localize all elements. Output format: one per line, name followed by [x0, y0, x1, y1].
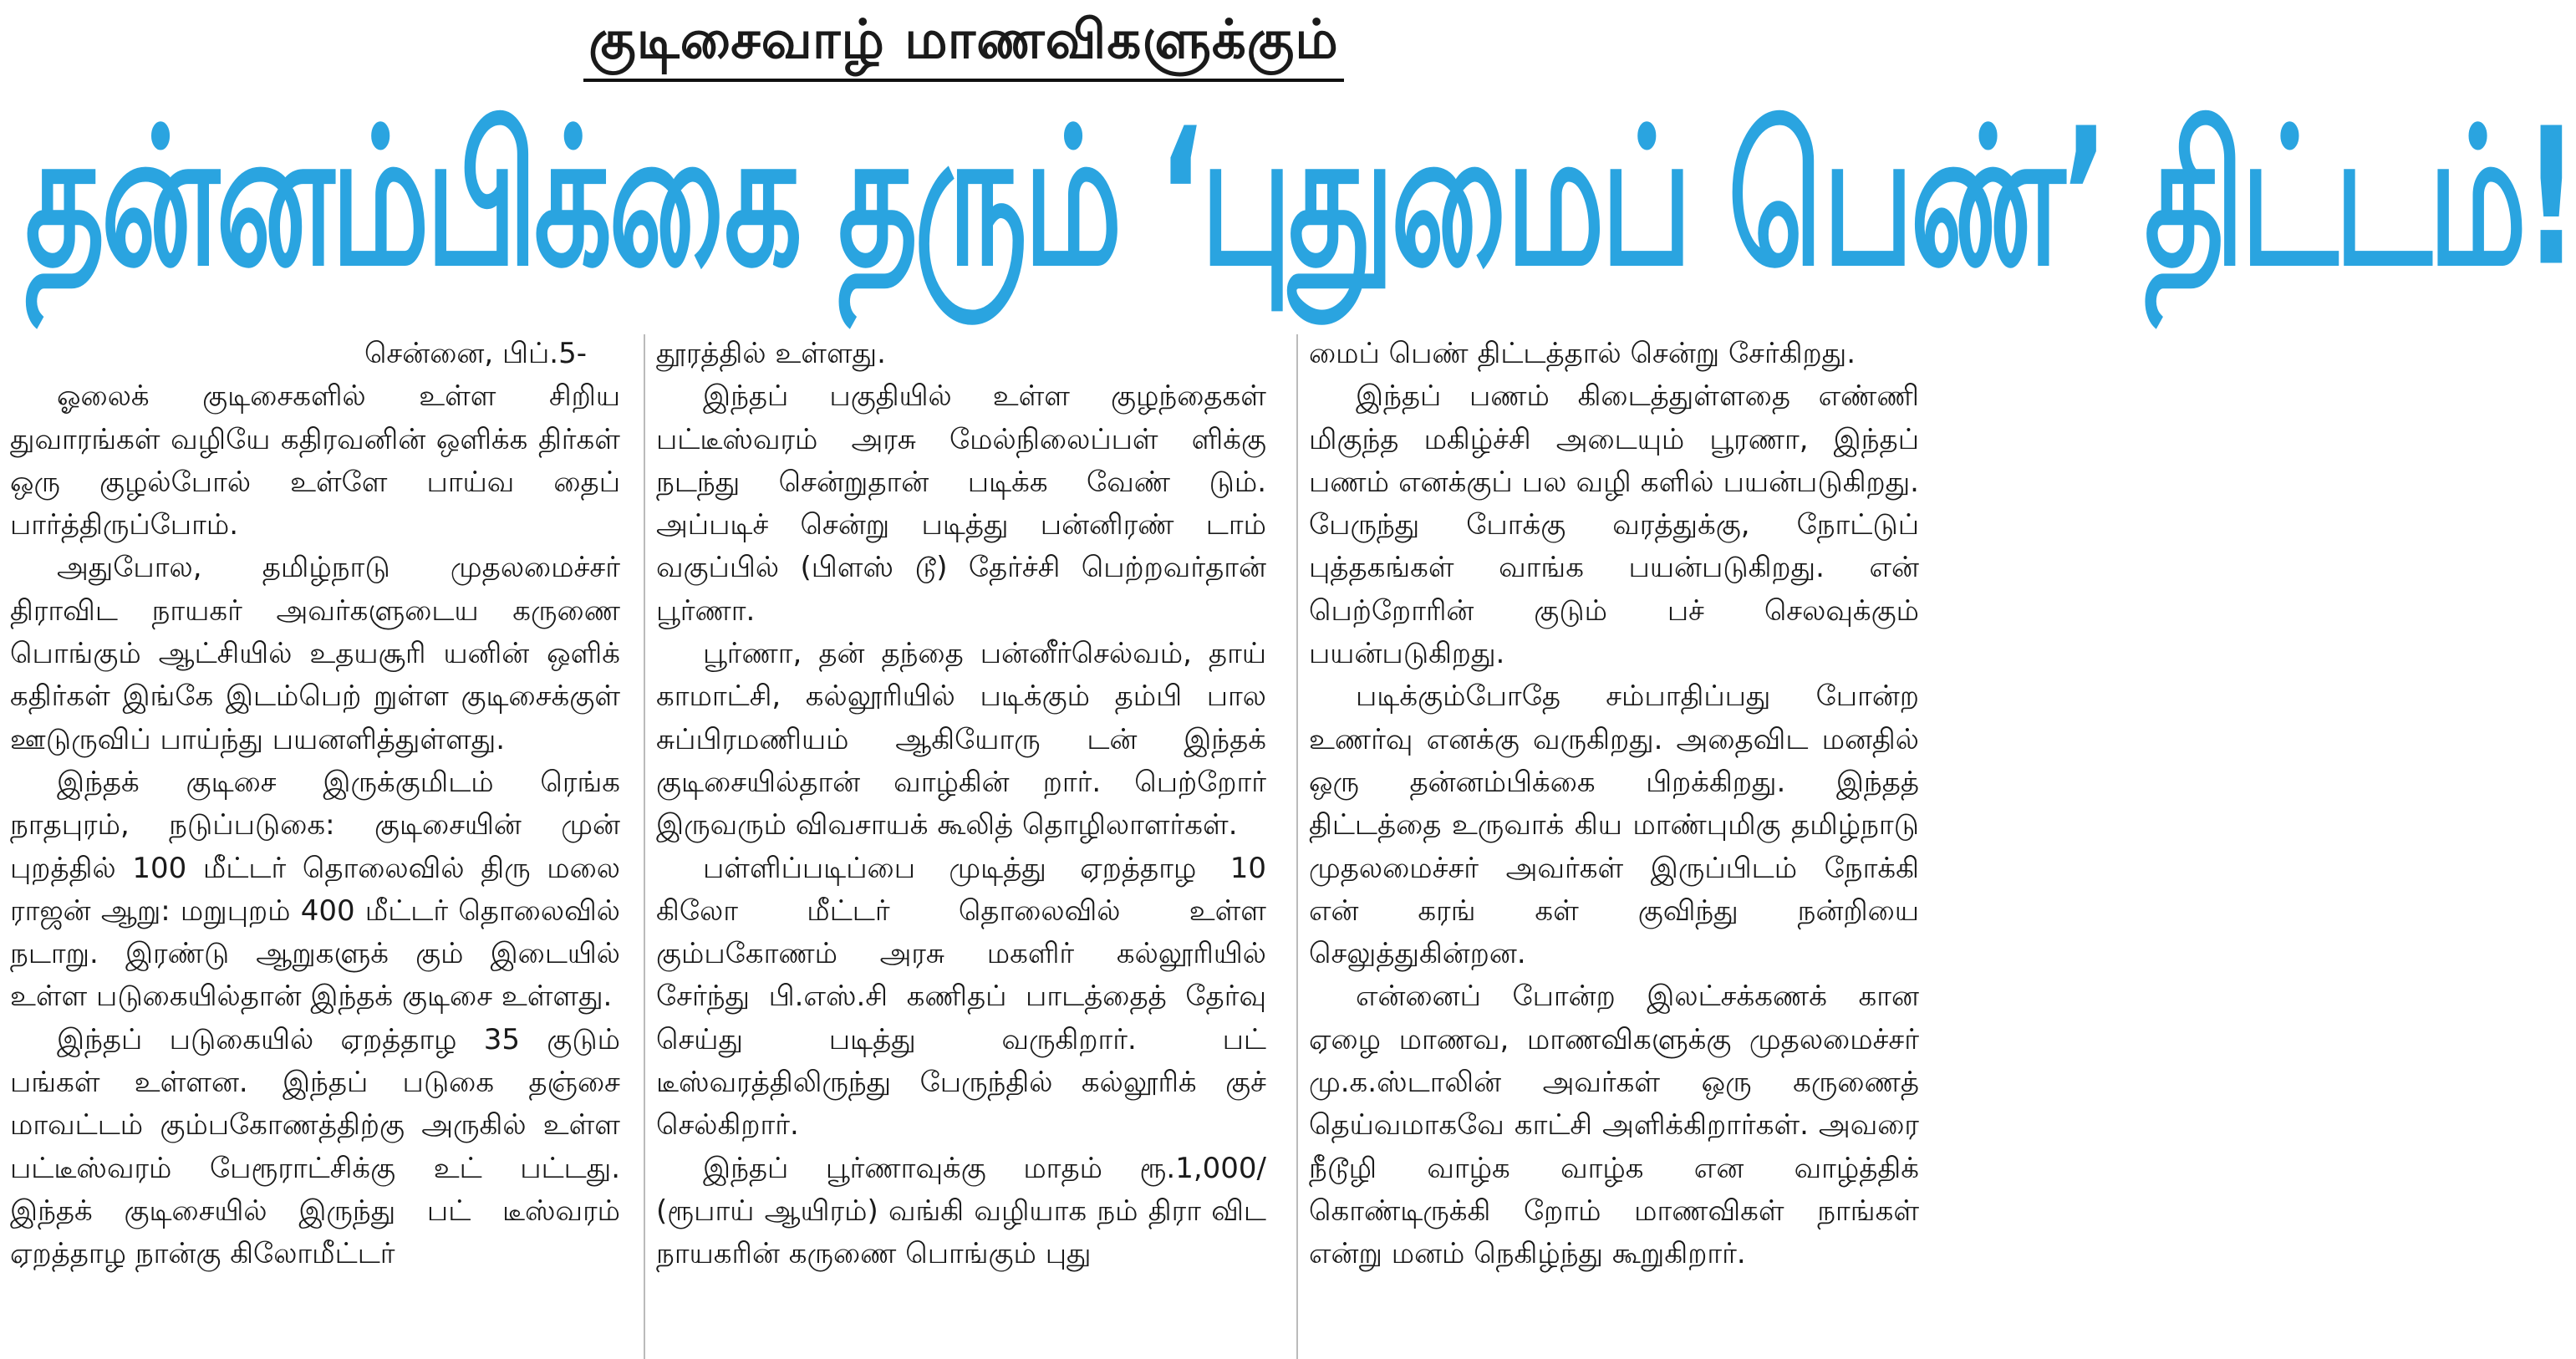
- paragraph: இந்தக் குடிசை இருக்குமிடம் ரெங்க நாதபுரம், நடுப்படுகை: குடிசையின் முன் புறத்தில் 100 மீட்டர் தொலைவில் திரு மலை ராஜன் ஆறு: மறுபுறம் 400 மீட்டர் தொலைவில் நடாறு. இரண்டு ஆறுகளுக் கும் இடையில் உள்ள படுகையில்தான் இந்தக் குடிசை உள்ளது.: [10, 765, 620, 1014]
- paragraph: இந்தப் படுகையில் ஏறத்தாழ 35 குடும் பங்கள் உள்ளன. இந்தப் படுகை தஞ்சை மாவட்டம் கும்பகோணத்திற்கு அருகில் உள்ள பட்டீஸ்வரம் பேரூராட்சிக்கு உட் பட்டது. இந்தக் குடிசையில் இருந்து பட் டீஸ்வரம் ஏறத்தாழ நான்கு கிலோமீட்டர்: [10, 1022, 620, 1271]
- paragraph: மைப் பெண் திட்டத்தால் சென்று சேர்கிறது.: [1309, 337, 1856, 370]
- paragraph: பூர்ணா, தன் தந்தை பன்னீர்செல்வம், தாய் காமாட்சி, கல்லூரியில் படிக்கும் தம்பி பால சுப்பிரமணியம் ஆகியோரு டன் இந்தக் குடிசையில்தான் வாழ்கின் றார். பெற்றோர் இருவரும் விவசாயக் கூலித் தொழிலாளர்கள்.: [656, 637, 1266, 842]
- paragraph: படிக்கும்போதே சம்பாதிப்பது போன்ற உணர்வு எனக்கு வருகிறது. அதைவிட மனதில் ஒரு தன்னம்பிக்கை பிறக்கிறது. இந்தத் திட்டத்தை உருவாக் கிய மாண்புமிகு தமிழ்நாடு முதலமைச்சர் அவர்கள் இருப்பிடம் நோக்கி என் கரங் கள் குவிந்து நன்றியை செலுத்துகின்றன.: [1309, 680, 1919, 971]
- kicker-text: குடிசைவாழ் மாணவிகளுக்கும்: [583, 3, 1344, 82]
- article-column-2: [656, 333, 1266, 1359]
- column-divider: [1296, 334, 1298, 1359]
- dateline: சென்னை, பிப்.5-: [364, 337, 587, 370]
- article-column-3: [1309, 333, 1919, 1359]
- paragraph: இந்தப் பணம் கிடைத்துள்ளதை எண்ணி மிகுந்த மகிழ்ச்சி அடையும் பூரணா, இந்தப் பணம் எனக்குப் பல வழி களில் பயன்படுகிறது. பேருந்து போக்கு வரத்துக்கு, நோட்டுப் புத்தகங்கள் வாங்க பயன்படுகிறது. என் பெற்றோரின் குடும் பச் செலவுக்கும் பயன்படுகிறது.: [1309, 379, 1919, 671]
- paragraph: இந்தப் பகுதியில் உள்ள குழந்தைகள் பட்டீஸ்வரம் அரசு மேல்நிலைப்பள் ளிக்கு நடந்து சென்றுதான் படிக்க வேண் டும். அப்படிச் சென்று படித்து பன்னிரண் டாம் வகுப்பில் (பிளஸ் டூ) தேர்ச்சி பெற்றவர்தான் பூர்ணா.: [656, 379, 1266, 628]
- paragraph: தூரத்தில் உள்ளது.: [656, 337, 886, 370]
- article-column-1: [10, 333, 620, 1359]
- paragraph: பள்ளிப்படிப்பை முடித்து ஏறத்தாழ 10 கிலோ மீட்டர் தொலைவில் உள்ள கும்பகோணம் அரசு மகளிர் கல்லூரியில் சேர்ந்து பி.எஸ்.சி கணிதப் பாடத்தைத் தேர்வு செய்து படித்து வருகிறார். பட் டீஸ்வரத்திலிருந்து பேருந்தில் கல்லூரிக் குச் செல்கிறார்.: [656, 851, 1266, 1143]
- headline: தன்னம்பிக்கை தரும் ‘புதுமைப் பெண்’ திட்டம்!: [25, 88, 2576, 308]
- column-divider: [644, 334, 645, 1359]
- paragraph: அதுபோல, தமிழ்நாடு முதலமைச்சர் திராவிட நாயகர் அவர்களுடைய கருணை பொங்கும் ஆட்சியில் உதயசூரி யனின் ஒளிக் கதிர்கள் இங்கே இடம்பெற் றுள்ள குடிசைக்குள் ஊடுருவிப் பாய்ந்து பயனளித்துள்ளது.: [10, 551, 620, 756]
- paragraph: என்னைப் போன்ற இலட்சக்கணக் கான ஏழை மாணவ, மாணவிகளுக்கு முதலமைச்சர் மு.க.ஸ்டாலின் அவர்கள் ஒரு கருணைத் தெய்வமாகவே காட்சி அளிக்கிறார்கள். அவரை நீடூழி வாழ்க வாழ்க என வாழ்த்திக் கொண்டிருக்கி றோம் மாணவிகள் நாங்கள் என்று மனம் நெகிழ்ந்து கூறுகிறார்.: [1309, 980, 1919, 1271]
- paragraph: இந்தப் பூர்ணாவுக்கு மாதம் ரூ.1,000/ (ரூபாய் ஆயிரம்) வங்கி வழியாக நம் திரா விட நாயகரின் கருணை பொங்கும் புது: [656, 1151, 1266, 1271]
- paragraph: ஓலைக் குடிசைகளில் உள்ள சிறிய துவாரங்கள் வழியே கதிரவனின் ஒளிக்க திர்கள் ஒரு குழல்போல் உள்ளே பாய்வ தைப் பார்த்திருப்போம்.: [10, 379, 620, 542]
